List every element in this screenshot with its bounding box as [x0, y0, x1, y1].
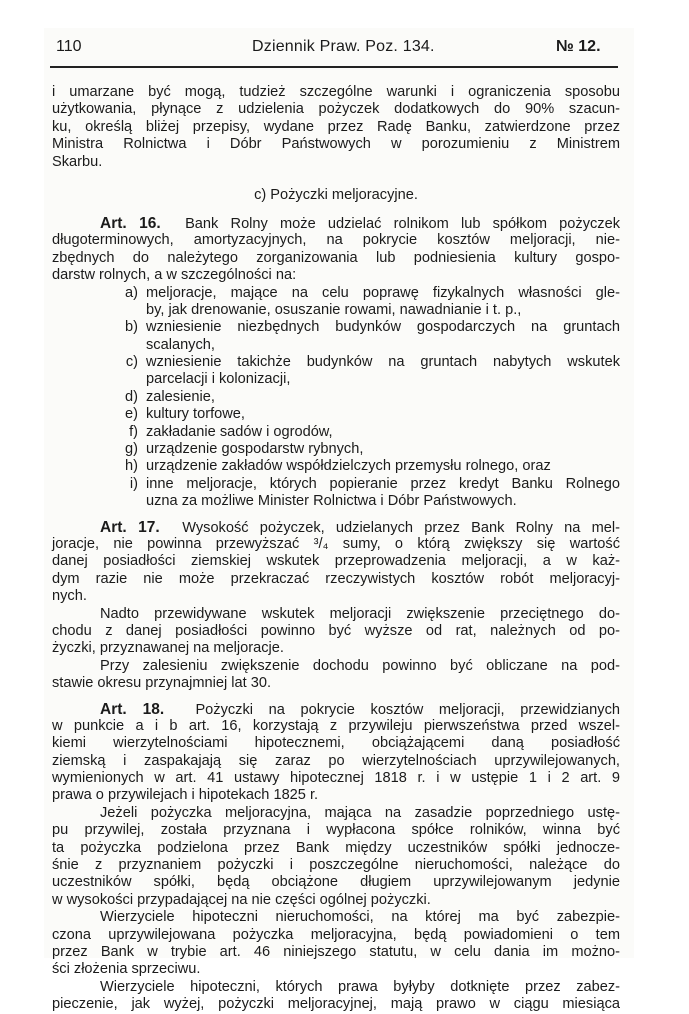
text-line: urządzenie zakładów współdzielczych przemysłu rolnego, oraz — [146, 458, 551, 475]
text-line: ku, określą bliżej przepisy, wydane przez Radę Banku, zatwierdzone przez — [52, 118, 620, 135]
list-item-i — [108, 476, 620, 511]
text-line: meljoracje, mające na celu poprawę fizykalnych własności gle- — [146, 284, 620, 301]
article-16-list — [52, 285, 620, 511]
text-line: ziemską i zaspakajają się zaraz po wierzytelnościach uprzywilejowanych, — [52, 752, 620, 769]
item-label: e) — [125, 406, 138, 423]
text-line: uczestników spółki, będą obciążone długiem uprzywilejowanym jedynie — [52, 874, 620, 891]
text-line: chodu z danej posiadłości powinno być wyższe od rat, należnych od po- — [52, 622, 620, 639]
text-line: Jeżeli pożyczka meljoracyjna, mająca na zasadzie poprzedniego ustę- — [100, 804, 620, 821]
list-item-c — [108, 354, 620, 389]
text-line: ta pożyczka podzielona przez Bank między uczestników spółki jednocze- — [52, 839, 620, 856]
text-line: w punkcie a i b art. 16, korzystają z przywileju pierwszeństwa przed wszel- — [52, 717, 620, 734]
item-label: b) — [125, 319, 138, 336]
list-item-a — [108, 285, 620, 320]
text-line: darstw rolnych, a w szczególności na: — [52, 267, 297, 284]
text-line: kiemi wierzytelnościami hipotecznemi, obciążającemi daną posiadłość — [52, 735, 620, 752]
text-line: scalanych, — [146, 336, 215, 353]
text-line: Wierzyciele hipoteczni, których prawa byłyby dotknięte przez zabez- — [100, 978, 620, 995]
page-number: 110 — [56, 38, 82, 55]
intro-paragraph — [52, 84, 620, 171]
article-label: Art. 17. — [100, 518, 160, 536]
item-label: d) — [125, 388, 138, 405]
text-line: uzna za możliwe Minister Rolnictwa i Dóbr Państwowych. — [146, 493, 517, 510]
text-line: dym razie nie może przekraczać rzeczywistych kosztów robót meljoracyj- — [52, 570, 620, 587]
list-item-g — [108, 441, 620, 458]
article-label: Art. 18. — [100, 700, 165, 718]
list-item-e — [108, 406, 620, 423]
item-label: h) — [125, 458, 138, 475]
text-line: parcelacji i kolonizacji, — [146, 371, 291, 388]
page-header — [44, 38, 620, 58]
list-item-h — [108, 458, 620, 475]
section-heading: c) Pożyczki meljoracyjne. — [254, 186, 418, 203]
text-line: by, jak drenowanie, osuszanie rowami, nawadnianie i t. p., — [146, 301, 522, 318]
item-label: i) — [129, 475, 138, 492]
item-label: g) — [125, 441, 138, 458]
item-label: c) — [125, 354, 138, 371]
text-line: życzki, przyznawanej na meljoracje. — [52, 640, 284, 657]
text-line: prawa o przywilejach i hipotekach 1825 r. — [52, 787, 319, 804]
text-line: czona uprzywilejowana pożyczka meljoracyjna, będą powiadomieni o tem — [52, 926, 620, 943]
text-line: użytkowania, płynące z udzielenia pożyczek dodatkowych do 90% szacun- — [52, 101, 620, 118]
text-line: zakładanie sadów i ogrodów, — [146, 423, 333, 440]
text-line: Skarbu. — [52, 153, 103, 170]
header-rule — [50, 66, 618, 68]
text-line: zbędnych do należytego zorganizowania lub podniesienia kultury gospo- — [52, 249, 620, 266]
text-line: Wierzyciele hipoteczni nieruchomości, na której ma być zabezpie- — [100, 909, 620, 926]
issue-number: № 12. — [556, 38, 601, 55]
article-label: Art. 16. — [100, 214, 161, 232]
text-line: Wysokość pożyczek, udzielanych przez Bank Rolny na mel- — [182, 519, 621, 536]
text-line: Przy zalesieniu zwiększenie dochodu powinno być obliczane na pod- — [100, 657, 620, 674]
text-line: joracje, nie powinna przewyższać ³/₄ sumy, o którą zwiększy się wartość — [52, 535, 620, 552]
article-18 — [52, 701, 620, 1014]
text-line: wymienionych w art. 41 ustawy hipotecznej 1818 r. i w ustępie 1 i 2 art. 9 — [52, 770, 620, 787]
list-item-f — [108, 424, 620, 441]
list-item-b — [108, 319, 620, 354]
text-line: danej posiadłości ziemskiej wskutek przeprowadzenia meljoracji, a w każ- — [52, 553, 620, 570]
item-label: f) — [129, 423, 138, 440]
text-line: nych. — [52, 588, 87, 605]
text-line: śnie z przyznaniem pożyczki i poszczególne nieruchomości, należące do — [52, 857, 620, 874]
journal-title: Dziennik Praw. Poz. 134. — [252, 38, 435, 55]
text-line: Nadto przewidywane wskutek meljoracji zwiększenie przeciętnego do- — [100, 605, 620, 622]
text-line: zalesienie, — [146, 388, 215, 405]
text-line: kultury torfowe, — [146, 406, 245, 423]
article-17 — [52, 519, 620, 693]
list-item-d — [108, 389, 620, 406]
text-line: inne meljoracje, których popieranie przez kredyt Banku Rolnego — [146, 475, 620, 492]
text-line: wzniesienie takichże budynków na gruntach nabytych wskutek — [146, 354, 620, 371]
text-line: wzniesienie niezbędnych budynków gospodarczych na gruntach — [146, 319, 620, 336]
text-line: Bank Rolny może udzielać rolnikom lub spółkom pożyczek — [185, 215, 621, 232]
text-line: przez Bank w trybie art. 46 niniejszego statutu, w celu dania im możno- — [52, 943, 620, 960]
text-line: urządzenie gospodarstw rybnych, — [146, 441, 364, 458]
text-line: Pożyczki na pokrycie kosztów meljoracji, przewidzianych — [195, 701, 620, 718]
text-line: i umarzane być mogą, tudzież szczególne warunki i ograniczenia sposobu — [52, 84, 620, 100]
text-line: stawie okresu przynajmniej lat 30. — [52, 675, 272, 692]
text-line: ści złożenia sprzeciwu. — [52, 961, 201, 978]
item-label: a) — [125, 284, 138, 301]
text-line: pu przywilej, została przyznana i wypłacona spółce rolników, winna być — [52, 822, 620, 839]
article-16 — [52, 215, 620, 511]
text-line: Ministra Rolnictwa i Dóbr Państwowych w porozumieniu z Ministrem — [52, 136, 620, 153]
text-line: pieczenie, jak wyżej, pożyczki meljoracyjnej, mają prawo w ciągu miesiąca — [52, 996, 620, 1013]
text-line: długoterminowych, amortyzacyjnych, na pokrycie kosztów meljoracji, nie- — [52, 232, 620, 249]
text-line: w wysokości przypadającej na nie części ogólnej pożyczki. — [52, 891, 431, 908]
document-body — [52, 84, 620, 1014]
